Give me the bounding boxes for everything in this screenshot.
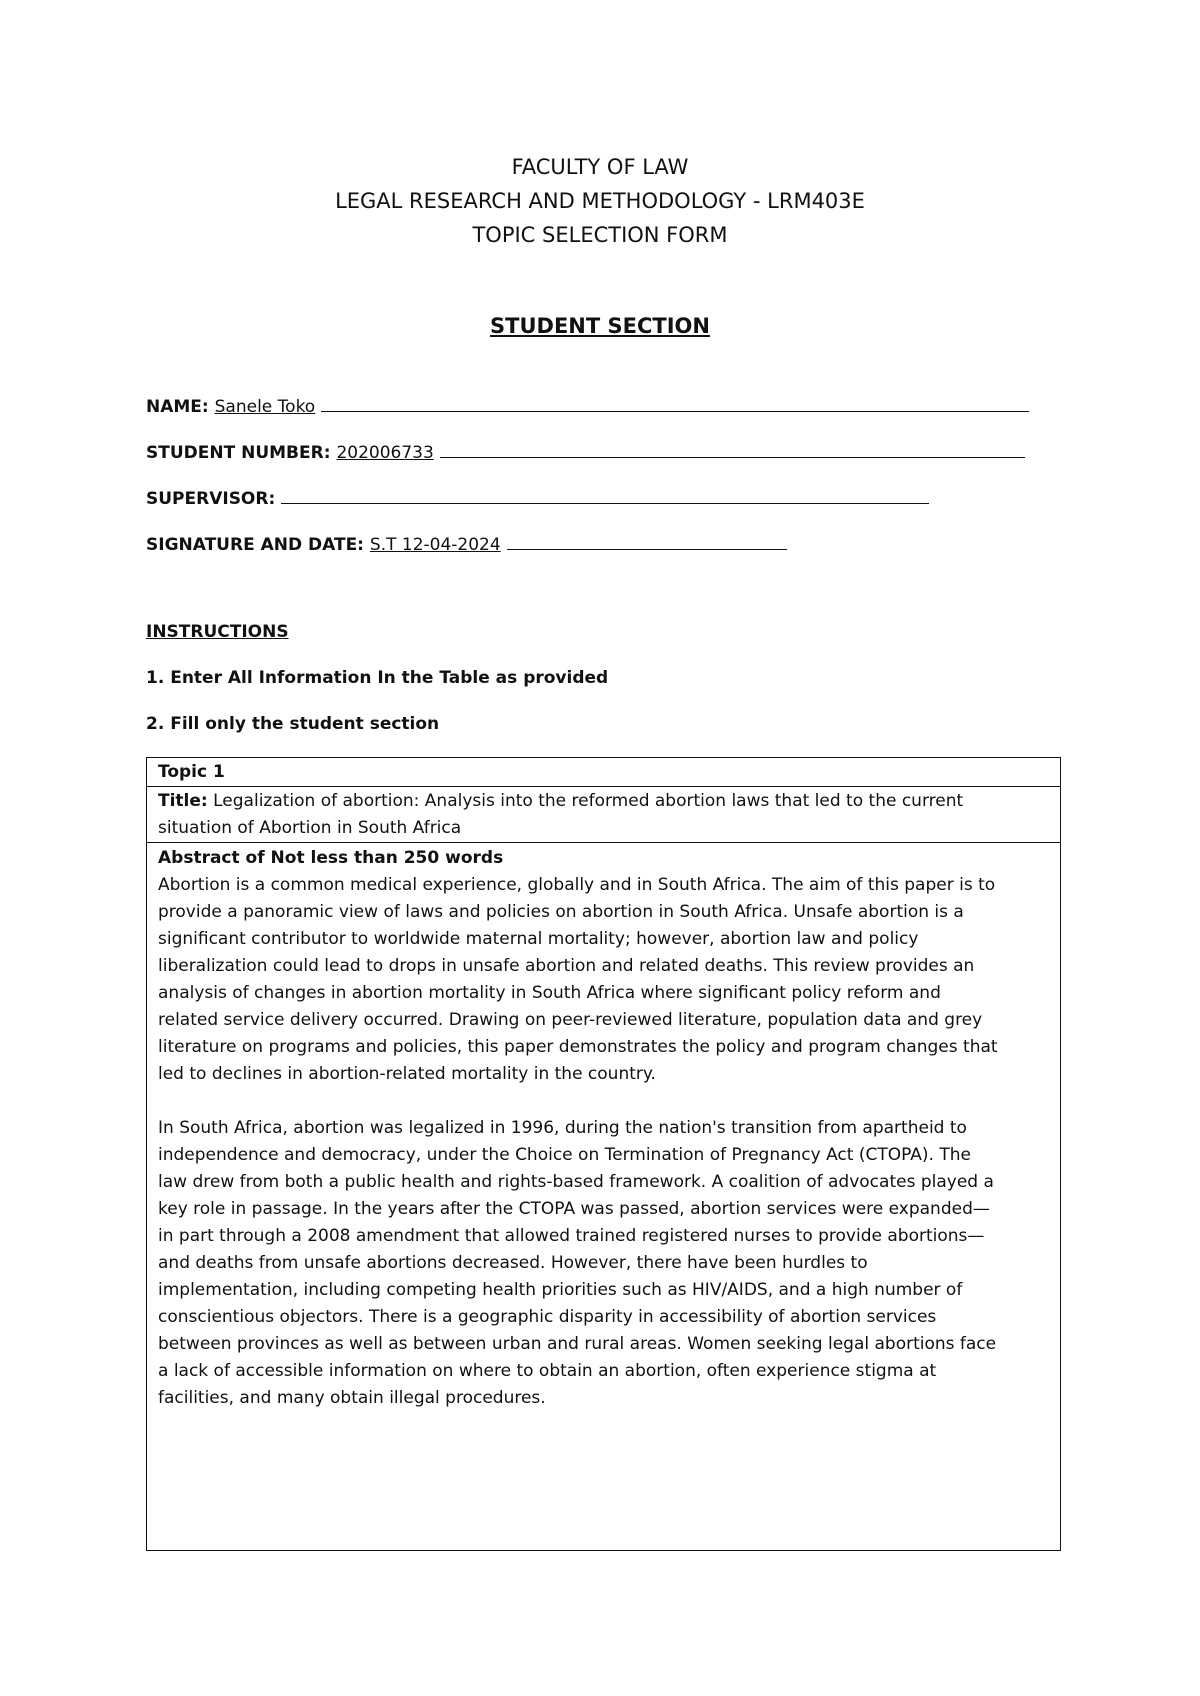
- instructions-title: INSTRUCTIONS: [146, 622, 289, 642]
- name-label: NAME:: [146, 397, 209, 417]
- abstract-line: implementation, including competing health priorities such as HIV/AIDS, and a high number of: [158, 1280, 963, 1300]
- signature-label: SIGNATURE AND DATE:: [146, 535, 364, 555]
- faculty-title: FACULTY OF LAW: [511, 155, 689, 179]
- name-underline: [321, 397, 1029, 412]
- topic-row: [147, 758, 1060, 787]
- signature-value: S.T 12-04-2024: [369, 535, 501, 555]
- abstract-line: in part through a 2008 amendment that allowed trained registered nurses to provide abortions—: [158, 1226, 985, 1246]
- abstract-line: independence and democracy, under the Choice on Termination of Pregnancy Act (CTOPA). The: [158, 1145, 971, 1165]
- student-number-label: STUDENT NUMBER:: [146, 443, 331, 463]
- abstract-line: key role in passage. In the years after the CTOPA was passed, abortion services were expanded—: [158, 1199, 990, 1219]
- topic-label: Topic 1: [158, 762, 225, 782]
- name-field: [146, 397, 1029, 417]
- title-row: [147, 787, 1060, 843]
- topic-table: [146, 757, 1061, 1551]
- abstract-cell: [147, 843, 1060, 1550]
- abstract-label: Abstract of Not less than 250 words: [158, 848, 504, 868]
- abstract-line: law drew from both a public health and rights-based framework. A coalition of advocates played a: [158, 1172, 994, 1192]
- name-value: Sanele Toko: [214, 397, 316, 417]
- student-number-value: 202006733: [336, 443, 434, 463]
- abstract-line: provide a panoramic view of laws and policies on abortion in South Africa. Unsafe abortion is a: [158, 902, 964, 922]
- abstract-line: facilities, and many obtain illegal procedures.: [158, 1388, 546, 1408]
- signature-field: [146, 535, 787, 555]
- abstract-line: In South Africa, abortion was legalized in 1996, during the nation's transition from apartheid to: [158, 1118, 967, 1138]
- abstract-line: liberalization could lead to drops in unsafe abortion and related deaths. This review provides an: [158, 956, 975, 976]
- abstract-line: conscientious objectors. There is a geographic disparity in accessibility of abortion services: [158, 1307, 937, 1327]
- student-number-underline: [440, 443, 1025, 458]
- abstract-line: literature on programs and policies, this paper demonstrates the policy and program changes that: [158, 1037, 998, 1057]
- abstract-line: and deaths from unsafe abortions decreased. However, there have been hurdles to: [158, 1253, 868, 1273]
- form-header: [0, 150, 1200, 252]
- signature-underline: [507, 535, 787, 550]
- instruction-item: 2. Fill only the student section: [146, 714, 440, 734]
- title-text-line: Legalization of abortion: Analysis into the reformed abortion laws that led to the current: [213, 791, 964, 811]
- instruction-item: 1. Enter All Information In the Table as provided: [146, 668, 609, 688]
- abstract-line: led to declines in abortion-related mortality in the country.: [158, 1064, 656, 1084]
- title-text-line: situation of Abortion in South Africa: [158, 818, 462, 838]
- form-title: TOPIC SELECTION FORM: [472, 223, 728, 247]
- course-title: LEGAL RESEARCH AND METHODOLOGY - LRM403E: [335, 189, 865, 213]
- abstract-line: between provinces as well as between urban and rural areas. Women seeking legal abortions face: [158, 1334, 997, 1354]
- abstract-line: Abortion is a common medical experience, globally and in South Africa. The aim of this paper is to: [158, 875, 996, 895]
- abstract-line: analysis of changes in abortion mortality in South Africa where significant policy reform and: [158, 983, 941, 1003]
- title-label: Title:: [158, 791, 208, 811]
- abstract-line: significant contributor to worldwide maternal mortality; however, abortion law and policy: [158, 929, 919, 949]
- abstract-line: related service delivery occurred. Drawing on peer-reviewed literature, population data and grey: [158, 1010, 983, 1030]
- supervisor-underline: [281, 489, 929, 504]
- supervisor-field: [146, 489, 929, 509]
- supervisor-label: SUPERVISOR:: [146, 489, 276, 509]
- abstract-line: a lack of accessible information on where to obtain an abortion, often experience stigma at: [158, 1361, 937, 1381]
- student-section-title: STUDENT SECTION: [490, 314, 710, 338]
- student-number-field: [146, 443, 1025, 463]
